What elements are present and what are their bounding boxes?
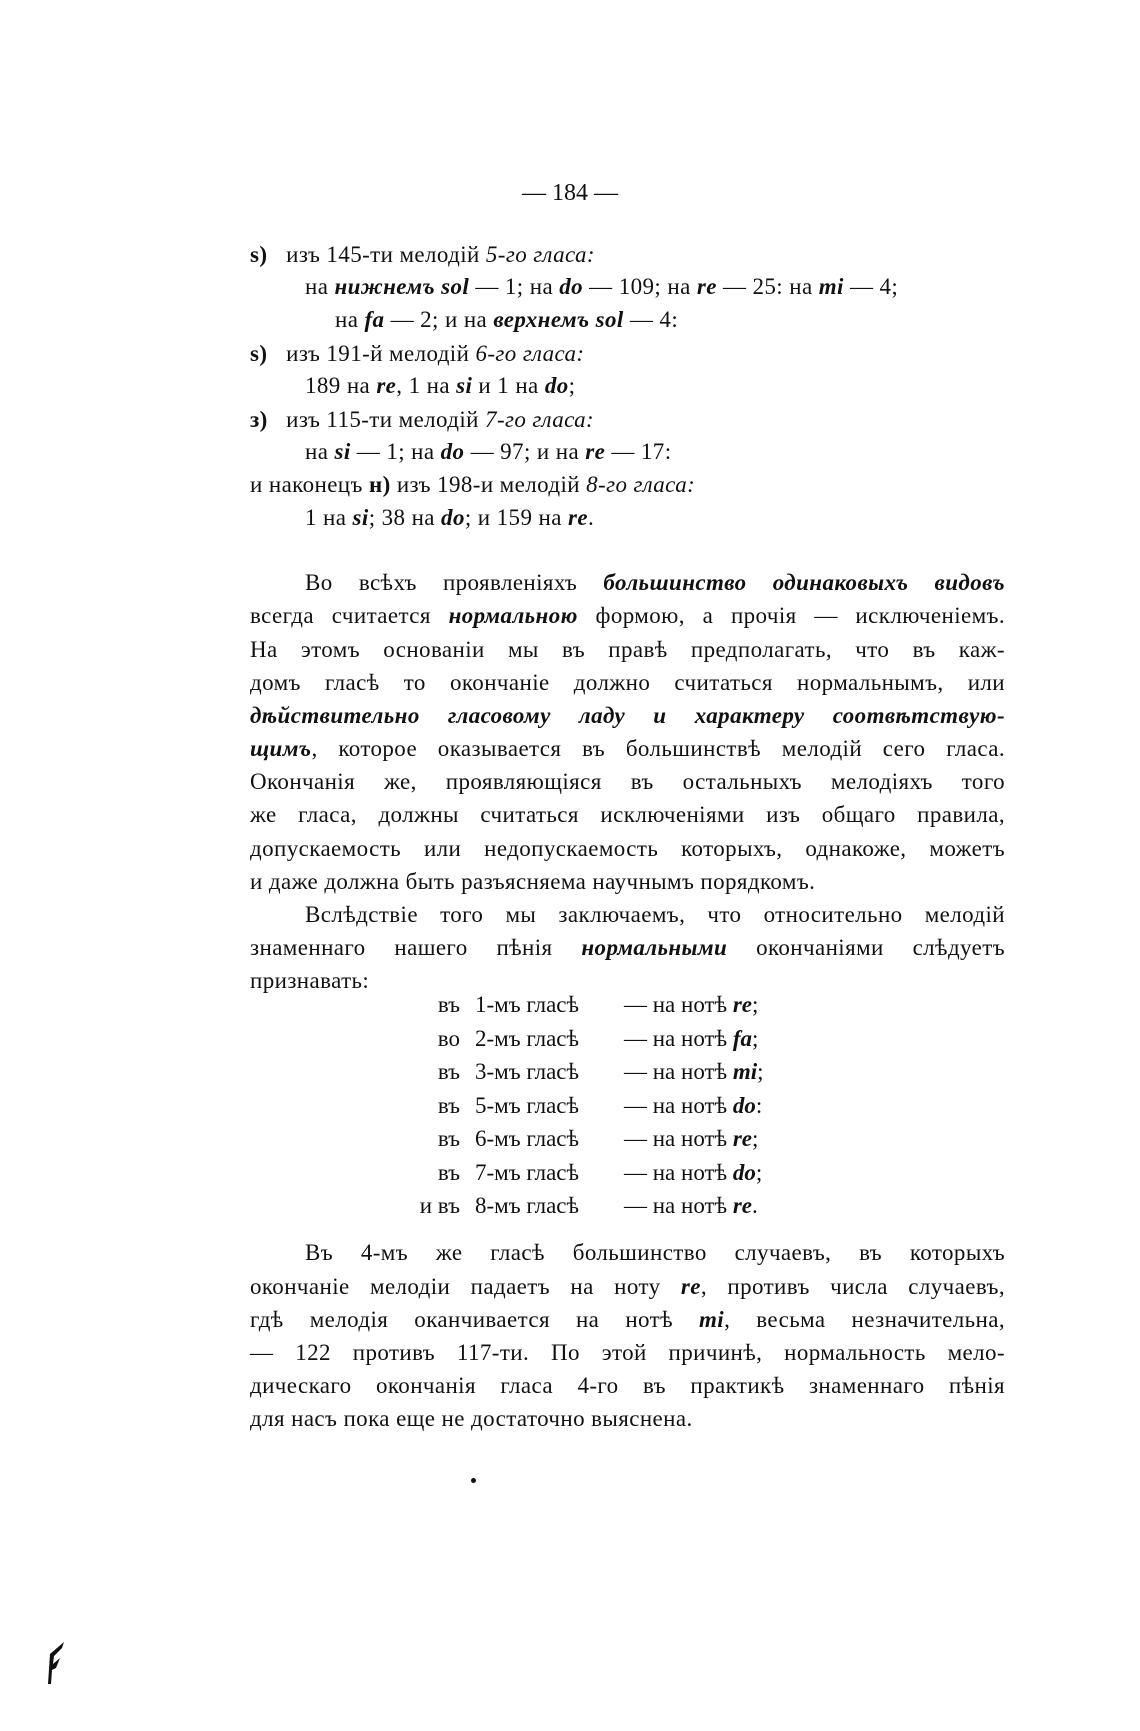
list-values-5b: на fa — 2; и на верхнемъ sol — 4: — [335, 307, 679, 332]
table-row: въ 6-мъ гласѣ — на нотѣ re; — [437, 1126, 759, 1151]
para3-line: Въ 4-мъ же гласѣ большинство случаевъ, въ которыхъ — [305, 1240, 1005, 1265]
note-table — [360, 990, 840, 1225]
list-marker: ѕ) — [250, 341, 268, 366]
list-marker: ѕ) — [250, 242, 268, 267]
table-row: во 2-мъ гласѣ — на нотѣ fa; — [437, 1025, 759, 1051]
para1-line: Во всѣхъ проявленіяхъ большинство одинаковыхъ видовъ — [305, 570, 1005, 595]
para1-line: Окончанія же, проявляющіяся въ остальныхъ мелодіяхъ того — [250, 769, 1005, 794]
table-row: въ 1-мъ гласѣ — на нотѣ re; — [437, 992, 759, 1017]
list-marker: н) — [368, 472, 391, 497]
list-values-8: 1 на si; 38 на do; и 159 на re. — [305, 505, 595, 530]
para1-line: и даже должна быть разъясняема научнымъ порядкомъ. — [250, 869, 816, 894]
page-number: — 184 — — [522, 180, 618, 206]
list-item-n: и наконецъ н) изъ 198-и мелодій 8-го гласа: — [250, 470, 695, 500]
para2-line: знаменнаго нашего пѣнія нормальными окончаніями слѣдуетъ — [250, 935, 1006, 960]
para1-line: домъ гласѣ то окончаніе должно считаться нормальнымъ, или — [250, 670, 1005, 695]
table-row: въ 5-мъ гласѣ — на нотѣ do: — [437, 1092, 763, 1118]
list-marker: з) — [250, 407, 268, 432]
table-row: въ 7-мъ гласѣ — на нотѣ do; — [437, 1159, 763, 1185]
para3-line: окончаніе мелодіи падаетъ на ноту re, противъ числа случаевъ, — [250, 1274, 1005, 1299]
ink-dot — [471, 1478, 476, 1483]
list-values-7: на si — 1; на do — 97; и на re — 17: — [305, 439, 672, 464]
list-item-s: ѕ) изъ 191-й мелодій 6-го гласа: — [250, 339, 585, 369]
para1-line: допускаемость или недопускаемость которыхъ, однакоже, можетъ — [250, 836, 1005, 861]
list-values-5: на нижнемъ sol — 1; на do — 109; на re — 25: на mi — 4; — [305, 274, 899, 299]
corner-ink-mark — [44, 1640, 66, 1686]
para3-line: дическаго окончанія гласа 4-го въ практикѣ знаменнаго пѣнія — [250, 1373, 1005, 1398]
para1-line: всегда считается нормальною формою, а прочія — исключеніемъ. — [250, 603, 1005, 628]
para3-line: — 122 противъ 117-ти. По этой причинѣ, нормальность мело- — [250, 1340, 1005, 1365]
para1-line: На этомъ основаніи мы въ правѣ предполагать, что въ каж- — [250, 637, 1005, 662]
para1-line: дѣйствительно гласовому ладу и характеру соотвѣтствую- — [250, 703, 1005, 728]
list-item-z: з) изъ 115-ти мелодій 7-го гласа: — [250, 405, 594, 435]
para1-line: щимъ, которое оказывается въ большинствѣ мелодій сего гласа. — [250, 736, 1005, 761]
table-row: въ 3-мъ гласѣ — на нотѣ mi; — [437, 1059, 764, 1084]
para1-line: же гласа, должны считаться исключеніями изъ общаго правила, — [250, 802, 1005, 827]
table-row: и въ 8-мъ гласѣ — на нотѣ re. — [419, 1193, 758, 1218]
para2-line: признавать: — [250, 968, 370, 993]
para2-line: Вслѣдствіе того мы заключаемъ, что относительно мелодій — [305, 902, 1005, 927]
para3-line: для насъ пока еще не достаточно выяснена. — [250, 1406, 693, 1431]
list-values-6: 189 на re, 1 на si и 1 на do; — [305, 373, 576, 398]
para3-line: гдѣ мелодія оканчивается на нотѣ mi, весьма незначительна, — [250, 1307, 1005, 1332]
list-item-e: ѕ) изъ 145-ти мелодій 5-го гласа: — [250, 240, 595, 270]
